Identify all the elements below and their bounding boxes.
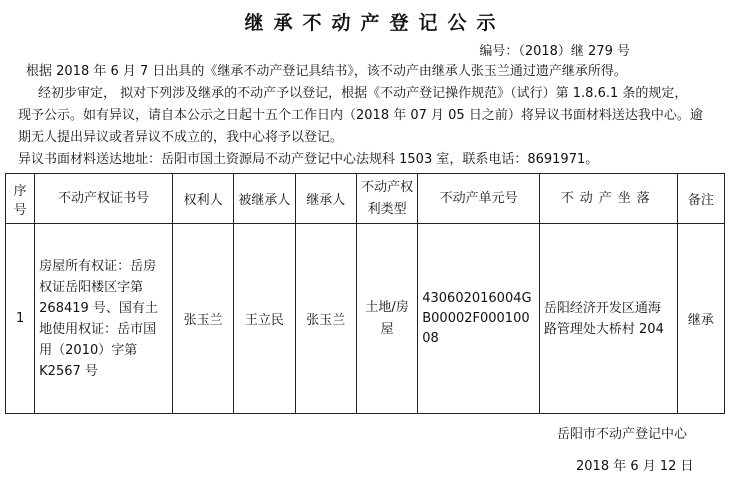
cell-certificate-number: 房屋所有权证：岳房权证岳阳楼区字第 268419 号、国有土地使用权证：岳市国用（2010）字第 K2567 号 — [35, 224, 173, 414]
header-unit-number: 不动产单元号 — [418, 174, 540, 224]
notice-paragraph-3: 现予公示。如有异议，请自本公示之日起十五个工作日内（2018 年 07 月 05 日之前）将异议书面材料送达我中心。逾 — [18, 108, 703, 123]
document-number: 编号：（2018）继 279 号 — [479, 44, 630, 59]
notice-paragraph-1: 根据 2018 年 6 月 7 日出具的《继承不动产登记具结书》，该不动产由继承人张玉兰通过遗产继承所得。 — [26, 64, 627, 79]
cell-note: 继承 — [677, 224, 724, 414]
header-location: 不动产坐落 — [539, 174, 677, 224]
header-decedent: 被继承人 — [234, 174, 295, 224]
cell-decedent: 王立民 — [234, 224, 295, 414]
cell-owner: 张玉兰 — [172, 224, 233, 414]
cell-location: 岳阳经济开发区通海路管理处大桥村 204 — [539, 224, 677, 414]
objection-address: 异议书面材料送达地址：岳阳市国土资源局不动产登记中心法规科 1503 室，联系电话：8691971。 — [18, 152, 599, 167]
notice-paragraph-4: 期无人提出异议或者异议不成立的，我中心将予以登记。 — [18, 130, 344, 145]
header-certificate-number: 不动产权证书号 — [35, 174, 173, 224]
registration-table — [5, 173, 725, 414]
header-right-type: 不动产权利类型 — [356, 174, 417, 224]
table-header-row — [6, 174, 725, 224]
notice-paragraph-2: 经初步审定， 拟对下列涉及继承的不动产予以登记，根据《不动产登记操作规范》（试行）第 1.8.6.1 条的规定， — [38, 86, 688, 101]
table-row — [6, 224, 725, 414]
header-seq: 序号 — [6, 174, 35, 224]
cell-seq: 1 — [6, 224, 35, 414]
notice-title: 继承不动产登记公示 — [244, 12, 506, 34]
header-heir: 继承人 — [295, 174, 356, 224]
issuing-organization: 岳阳市不动产登记中心 — [557, 427, 688, 442]
cell-heir: 张玉兰 — [295, 224, 356, 414]
header-note: 备注 — [677, 174, 724, 224]
cell-right-type: 土地/房屋 — [356, 224, 417, 414]
issue-date: 2018 年 6 月 12 日 — [576, 459, 694, 474]
header-owner: 权利人 — [172, 174, 233, 224]
cell-unit-number: 430602016004GB00002F00010008 — [418, 224, 540, 414]
